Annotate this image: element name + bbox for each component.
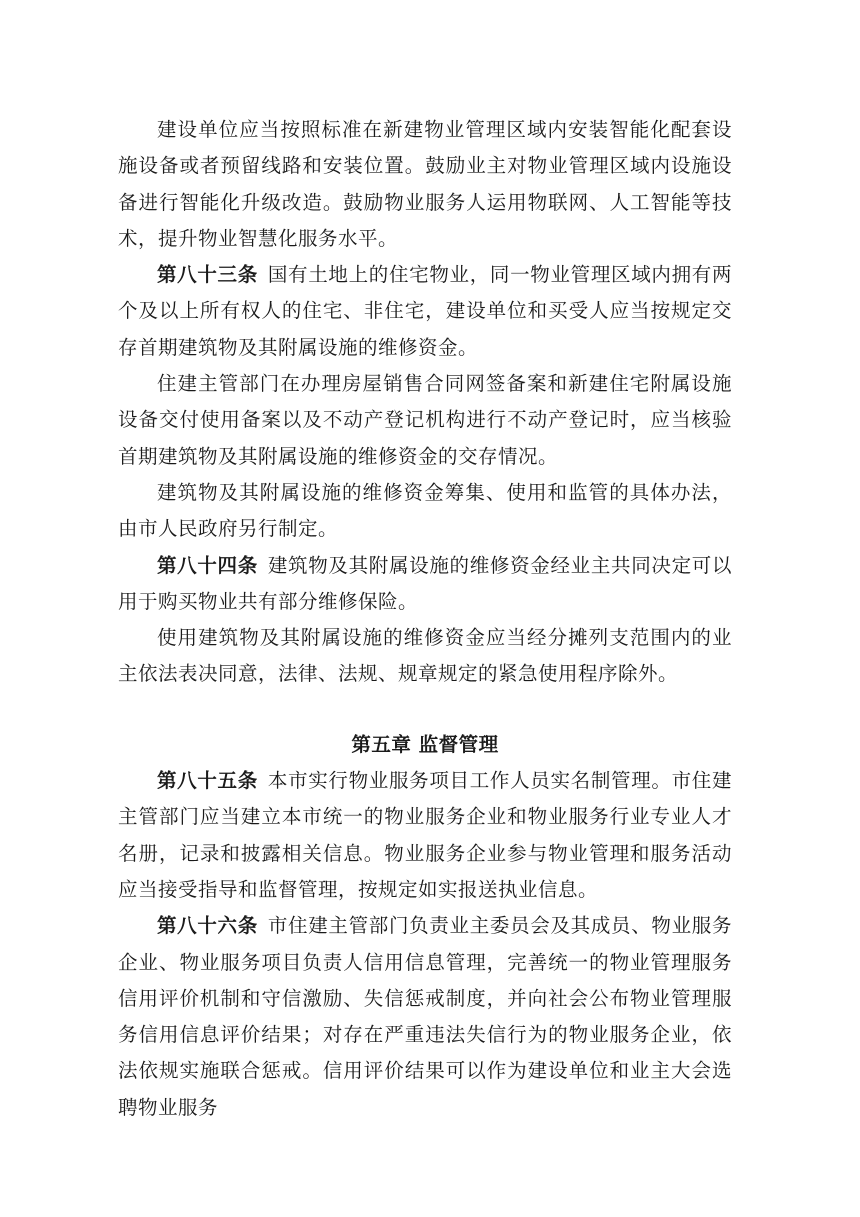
- article-84-paragraph: [118, 548, 732, 621]
- article-86-paragraph: [118, 908, 732, 1126]
- paragraph-fund-usage: [118, 620, 732, 693]
- paragraph-text: 国有土地上的住宅物业，同一物业管理区域内拥有两个及以上所有权人的住宅、非住宅，建设单位和买受人应当按规定交存首期建筑物及其附属设施的维修资金。: [118, 263, 732, 359]
- paragraph-text: 建筑物及其附属设施的维修资金筹集、使用和监管的具体办法，由市人民政府另行制定。: [118, 480, 732, 541]
- paragraph-fund-verification: [118, 366, 732, 475]
- article-85-paragraph: [118, 763, 732, 908]
- paragraph-text: 本市实行物业服务项目工作人员实名制管理。市住建主管部门应当建立本市统一的物业服务企业和物业服务行业专业人才名册，记录和披露相关信息。物业服务企业参与物业管理和服务活动应当接受指导和监督管理，按规定如实报送执业信息。: [118, 769, 732, 901]
- paragraph-text: 建筑物及其附属设施的维修资金经业主共同决定可以用于购买物业共有部分维修保险。: [118, 553, 732, 613]
- chapter-title: 第五章 监督管理: [351, 732, 499, 756]
- article-number: 第八十四条: [157, 553, 258, 577]
- article-number: 第八十五条: [157, 769, 258, 793]
- paragraph-text: 建设单位应当按照标准在新建物业管理区域内安装智能化配套设施设备或者预留线路和安装位置。鼓励业主对物业管理区域内设施设备进行智能化升级改造。鼓励物业服务人运用物联网、人工智能等技术，提升物业智慧化服务水平。: [118, 118, 732, 250]
- paragraph-text: 市住建主管部门负责业主委员会及其成员、物业服务企业、物业服务项目负责人信用信息管理，完善统一的物业管理服务信用评价机制和守信激励、失信惩戒制度，并向社会公布物业管理服务信用信息评价结果；对存在严重违法失信行为的物业服务企业，依法依规实施联合惩戒。信用评价结果可以作为建设单位和业主大会选聘物业服务: [118, 914, 732, 1119]
- paragraph-text: 住建主管部门在办理房屋销售合同网签备案和新建住宅附属设施设备交付使用备案以及不动产登记机构进行不动产登记时，应当核验首期建筑物及其附属设施的维修资金的交存情况。: [118, 372, 732, 468]
- article-number: 第八十六条: [157, 914, 258, 938]
- paragraph-text: 使用建筑物及其附属设施的维修资金应当经分摊列支范围内的业主依法表决同意，法律、法规、规章规定的紧急使用程序除外。: [118, 626, 732, 686]
- paragraph-fund-measures: [118, 475, 732, 548]
- article-number: 第八十三条: [157, 263, 258, 287]
- paragraph-smart-facilities: [118, 112, 732, 257]
- article-83-paragraph: [118, 257, 732, 366]
